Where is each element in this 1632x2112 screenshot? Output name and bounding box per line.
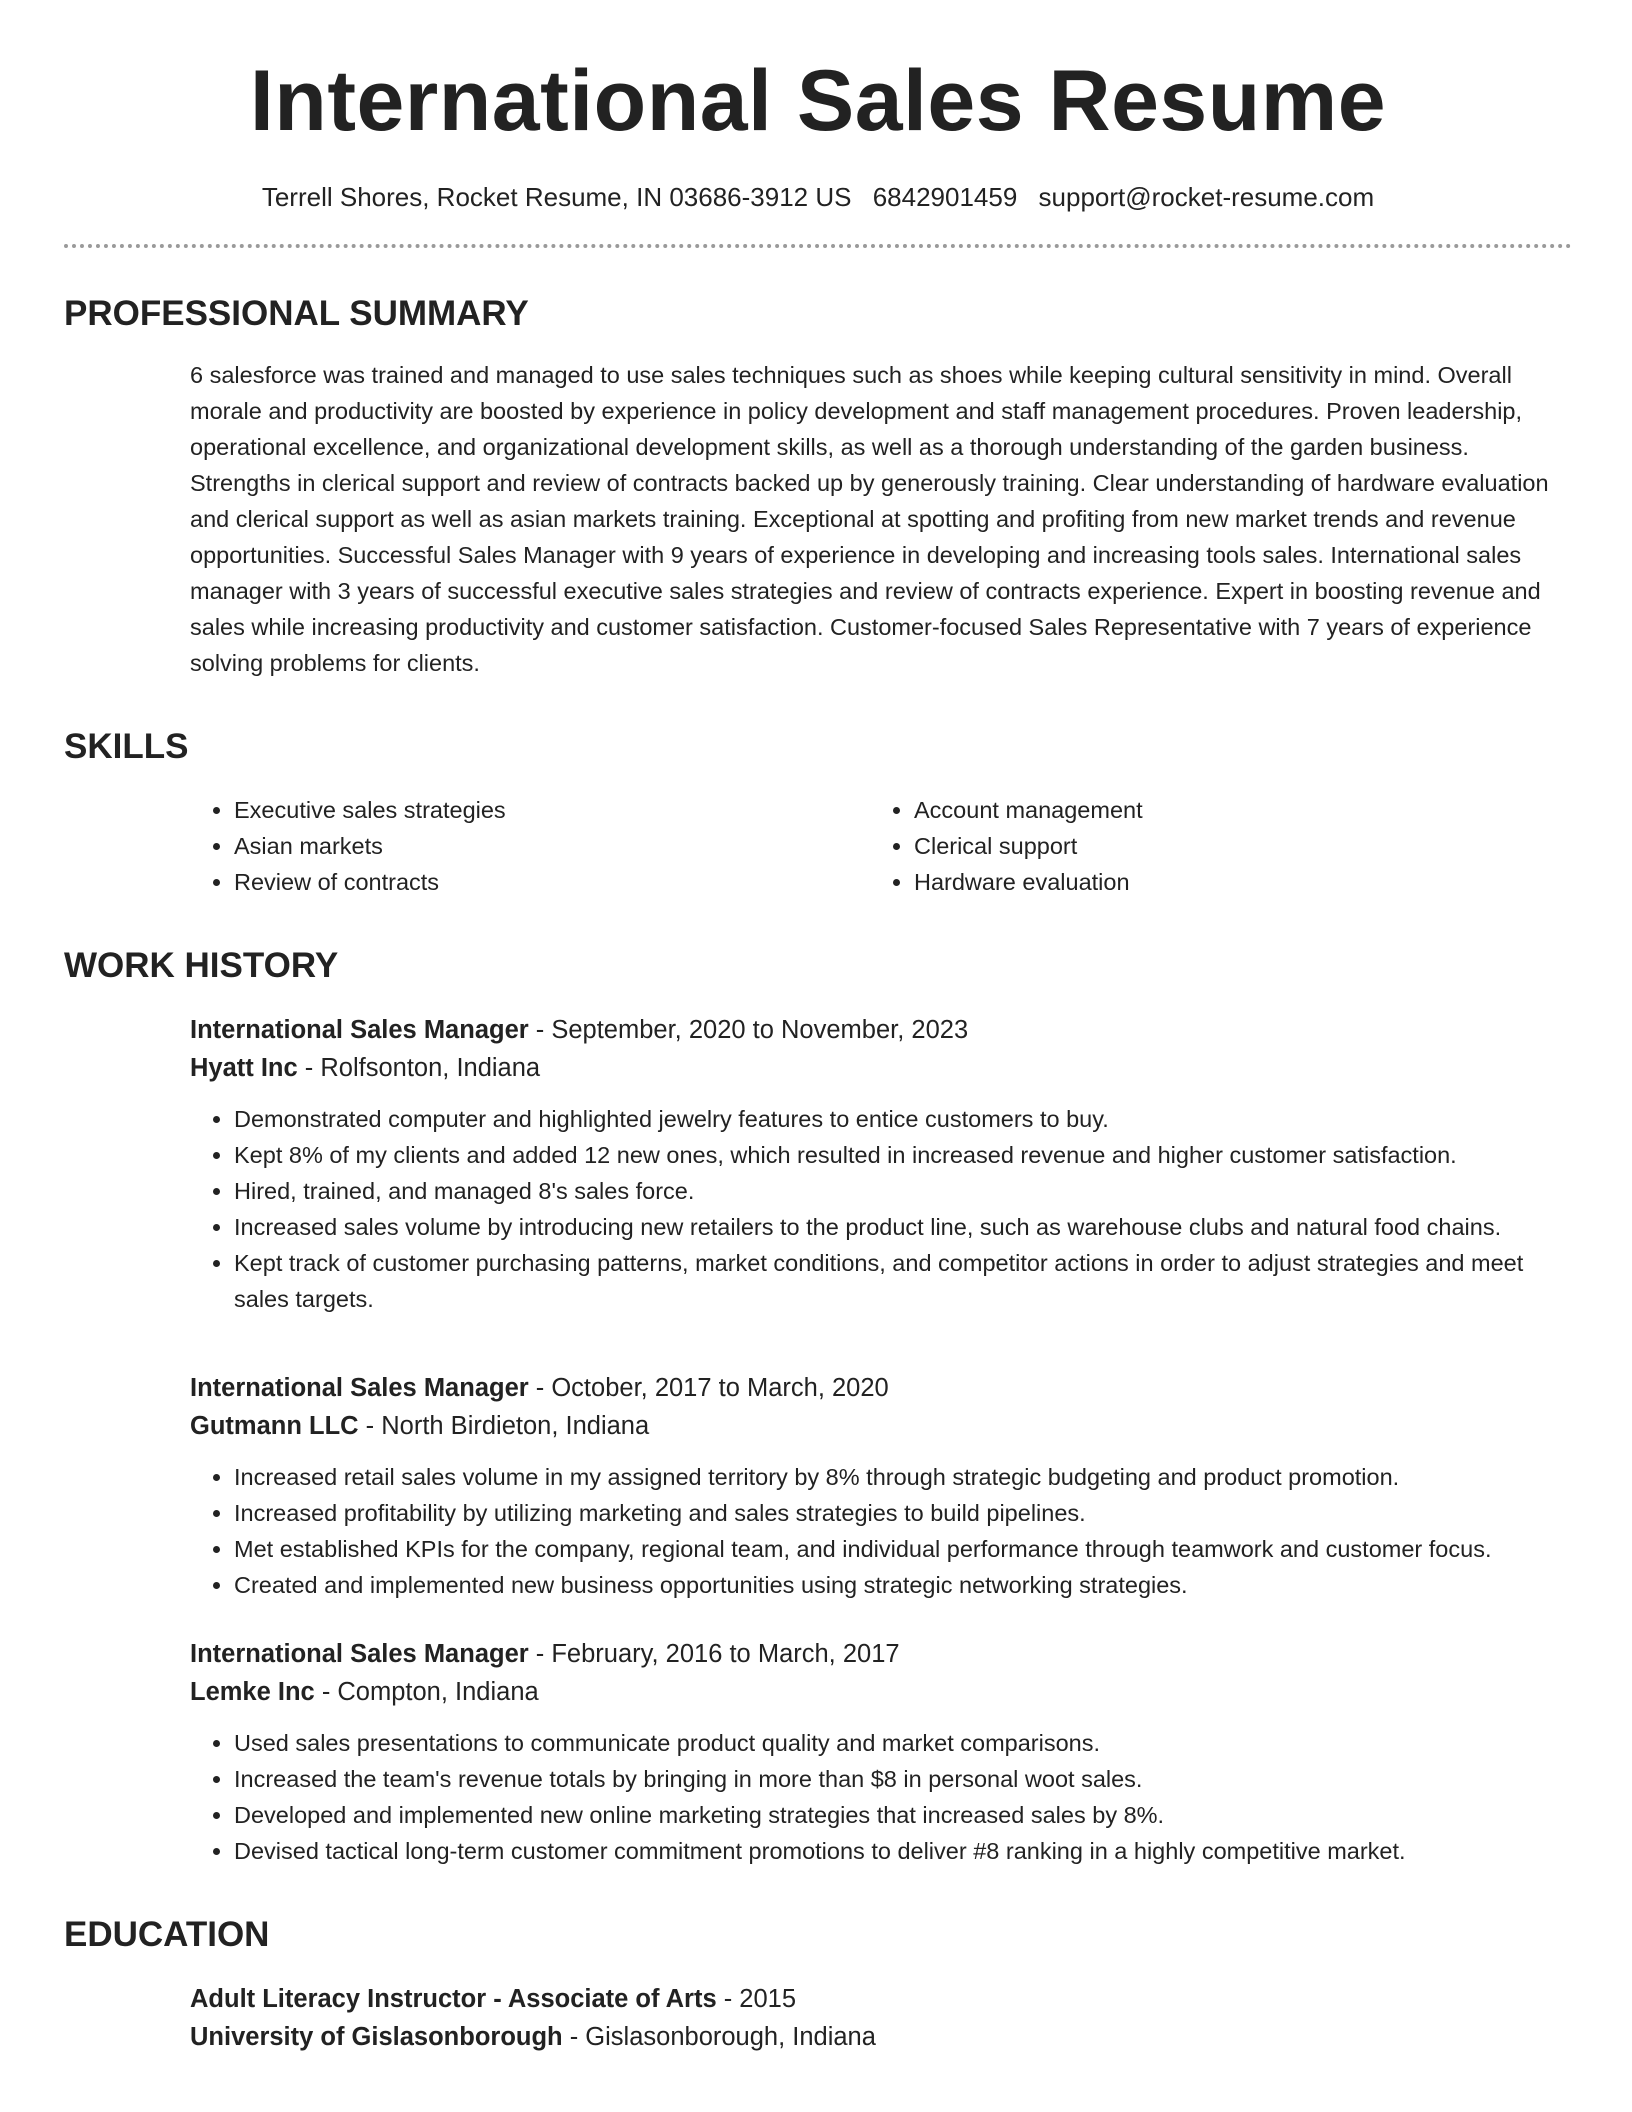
job-title: International Sales Manager — [190, 1016, 529, 1044]
job-company: Gutmann LLC — [190, 1412, 359, 1440]
skills-grid — [190, 792, 1572, 900]
header-divider — [64, 244, 1572, 248]
job-bullet: • Developed and implemented new online marketing strategies that increased sales by 8%. — [234, 1797, 1572, 1833]
job-bullets — [190, 1101, 1572, 1317]
skill-item: • Hardware evaluation — [914, 864, 1550, 900]
skill-item: • Asian markets — [234, 828, 870, 864]
education-entry — [190, 1980, 1572, 2056]
job-entry — [190, 1369, 1572, 1603]
job-entry — [190, 1635, 1572, 1869]
skill-item: • Account management — [914, 792, 1550, 828]
education-year: - 2015 — [716, 1985, 797, 2013]
job-dates: - September, 2020 to November, 2023 — [528, 1016, 969, 1044]
job-location: - North Birdieton, Indiana — [358, 1412, 650, 1440]
job-bullet: • Hired, trained, and managed 8's sales force. — [234, 1173, 1572, 1209]
job-dates: - October, 2017 to March, 2020 — [528, 1374, 889, 1402]
job-bullet: • Increased sales volume by introducing new retailers to the product line, such as warehouse clubs and natural food chains. — [234, 1209, 1572, 1245]
job-bullet: • Increased the team's revenue totals by bringing in more than $8 in personal woot sales. — [234, 1761, 1572, 1797]
job-bullet: • Increased retail sales volume in my assigned territory by 8% through strategic budgeting and product promotion. — [234, 1459, 1572, 1495]
job-company-line — [190, 1673, 1572, 1711]
job-title-line — [190, 1369, 1572, 1407]
job-bullet: • Kept 8% of my clients and added 12 new ones, which resulted in increased revenue and higher customer satisfaction. — [234, 1137, 1572, 1173]
job-title-line — [190, 1011, 1572, 1049]
education-degree: Adult Literacy Instructor - Associate of Arts — [190, 1985, 717, 2013]
skills-list-right — [870, 792, 1550, 900]
job-company-line — [190, 1049, 1572, 1087]
job-company: Lemke Inc — [190, 1678, 315, 1706]
job-bullet: • Increased profitability by utilizing marketing and sales strategies to build pipelines. — [234, 1495, 1572, 1531]
skill-item: • Review of contracts — [234, 864, 870, 900]
job-company-line — [190, 1407, 1572, 1445]
contact-line — [64, 184, 1572, 210]
education-heading: EDUCATION — [64, 1915, 270, 1954]
job-bullet: • Met established KPIs for the company, regional team, and individual performance through teamwork and customer focus. — [234, 1531, 1572, 1567]
resume-title: International Sales Resume — [249, 53, 1387, 149]
job-location: - Rolfsonton, Indiana — [297, 1054, 541, 1082]
job-company: Hyatt Inc — [190, 1054, 298, 1082]
job-bullet: • Demonstrated computer and highlighted jewelry features to entice customers to buy. — [234, 1101, 1572, 1137]
contact-address: Terrell Shores, Rocket Resume, IN 03686-3912 US — [261, 182, 852, 212]
contact-email: support@rocket-resume.com — [1038, 182, 1375, 212]
job-title: International Sales Manager — [190, 1640, 529, 1668]
job-bullet: • Used sales presentations to communicate product quality and market comparisons. — [234, 1725, 1572, 1761]
job-location: - Compton, Indiana — [314, 1678, 539, 1706]
job-bullet: • Kept track of customer purchasing patterns, market conditions, and competitor actions in order to adjust strategies and meet sales targets. — [234, 1245, 1572, 1317]
job-bullets — [190, 1725, 1572, 1869]
skills-list-left — [190, 792, 870, 900]
education-degree-line — [190, 1980, 1572, 2018]
resume-page — [64, 0, 1572, 2056]
job-bullets — [190, 1459, 1572, 1603]
education-school: University of Gislasonborough — [190, 2023, 563, 2051]
job-title: International Sales Manager — [190, 1374, 529, 1402]
job-title-line — [190, 1635, 1572, 1673]
education-location: - Gislasonborough, Indiana — [562, 2023, 876, 2051]
education-school-line — [190, 2018, 1572, 2056]
job-bullet: • Devised tactical long-term customer commitment promotions to deliver #8 ranking in a highly competitive market. — [234, 1833, 1572, 1869]
skill-item: • Clerical support — [914, 828, 1550, 864]
summary-text: 6 salesforce was trained and managed to use sales techniques such as shoes while keeping cultural sensitivity in mind. Overall morale and productivity are boosted by experience in policy development and staff management procedures. Proven leadership, operational excellence, and organizational development skills, as well as a thorough understanding of the garden business. Strengths in clerical support and review of contracts backed up by generously training. Clear understanding of hardware evaluation and clerical support as well as asian markets training. Exceptional at spotting and profiting from new market trends and revenue opportunities. Successful Sales Manager with 9 years of experience in developing and increasing tools sales. International sales manager with 3 years of successful executive sales strategies and review of contracts experience. Expert in boosting revenue and sales while increasing productivity and customer satisfaction. Customer-focused Sales Representative with 7 years of experience solving problems for clients. — [190, 362, 1549, 676]
job-dates: - February, 2016 to March, 2017 — [528, 1640, 900, 1668]
summary-heading: PROFESSIONAL SUMMARY — [64, 294, 529, 333]
skill-item: • Executive sales strategies — [234, 792, 870, 828]
contact-phone: 6842901459 — [872, 182, 1018, 212]
skills-heading: SKILLS — [64, 727, 189, 766]
work-history — [190, 1011, 1572, 1869]
work-history-heading: WORK HISTORY — [64, 946, 339, 985]
job-entry — [190, 1011, 1572, 1317]
job-bullet: • Created and implemented new business opportunities using strategic networking strategies. — [234, 1567, 1572, 1603]
